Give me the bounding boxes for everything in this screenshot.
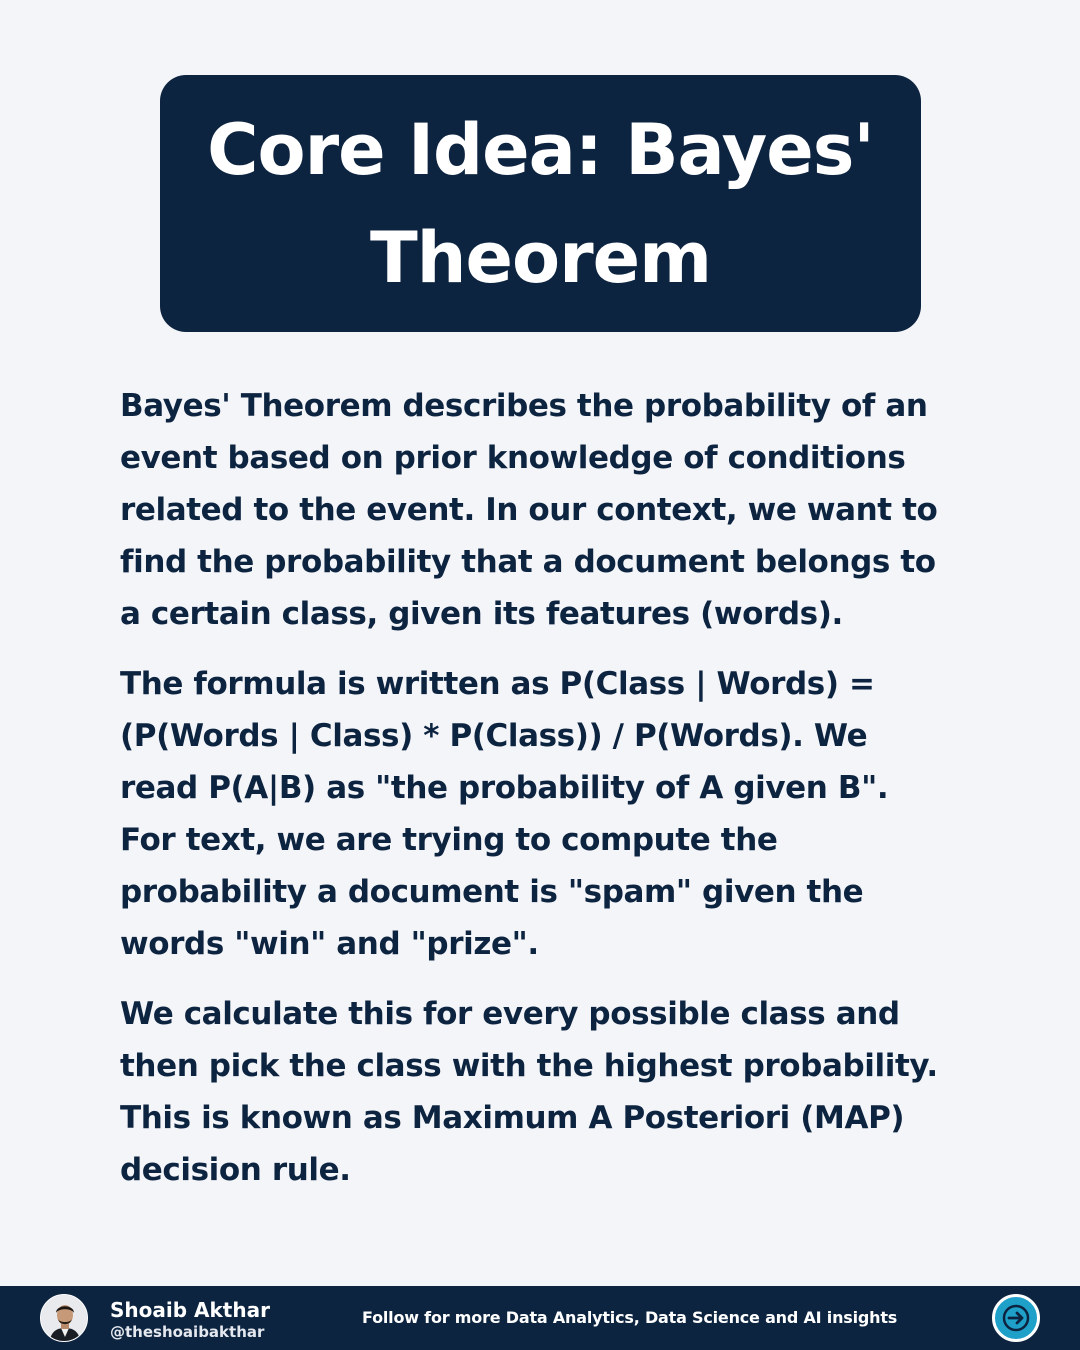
paragraph-definition: Bayes' Theorem describes the probability of an event based on prior knowledge of conditions related to the event. In our context, we want to find the probability that a document belongs to a certain class, given its features (words). <box>120 388 938 632</box>
author-name: Shoaib Akthar <box>110 1298 270 1322</box>
next-slide-button[interactable] <box>992 1294 1040 1342</box>
footer-bar <box>0 1286 1080 1350</box>
arrow-right-circle-icon <box>1001 1303 1031 1333</box>
author-handle[interactable]: @theshoaibakthar <box>110 1323 265 1341</box>
paragraph-formula: The formula is written as P(Class | Words) = (P(Words | Class) * P(Class)) / P(Words). We read P(A|B) as "the probability of A given B". For text, we are trying to compute the probability a document is "spam" given the words "win" and "prize". <box>120 666 889 962</box>
page-title-line-2: Theorem <box>369 216 712 299</box>
paragraph-map-rule: We calculate this for every possible class and then pick the class with the highest probability. This is known as Maximum A Posteriori (MAP) decision rule. <box>120 996 938 1188</box>
body-text <box>120 380 950 1214</box>
avatar-portrait-icon <box>41 1295 88 1342</box>
page-title <box>207 96 874 312</box>
title-card <box>160 75 921 332</box>
follow-cta: Follow for more Data Analytics, Data Science and AI insights <box>362 1308 898 1327</box>
avatar <box>40 1294 88 1342</box>
page-title-line-1: Core Idea: Bayes' <box>207 108 874 191</box>
